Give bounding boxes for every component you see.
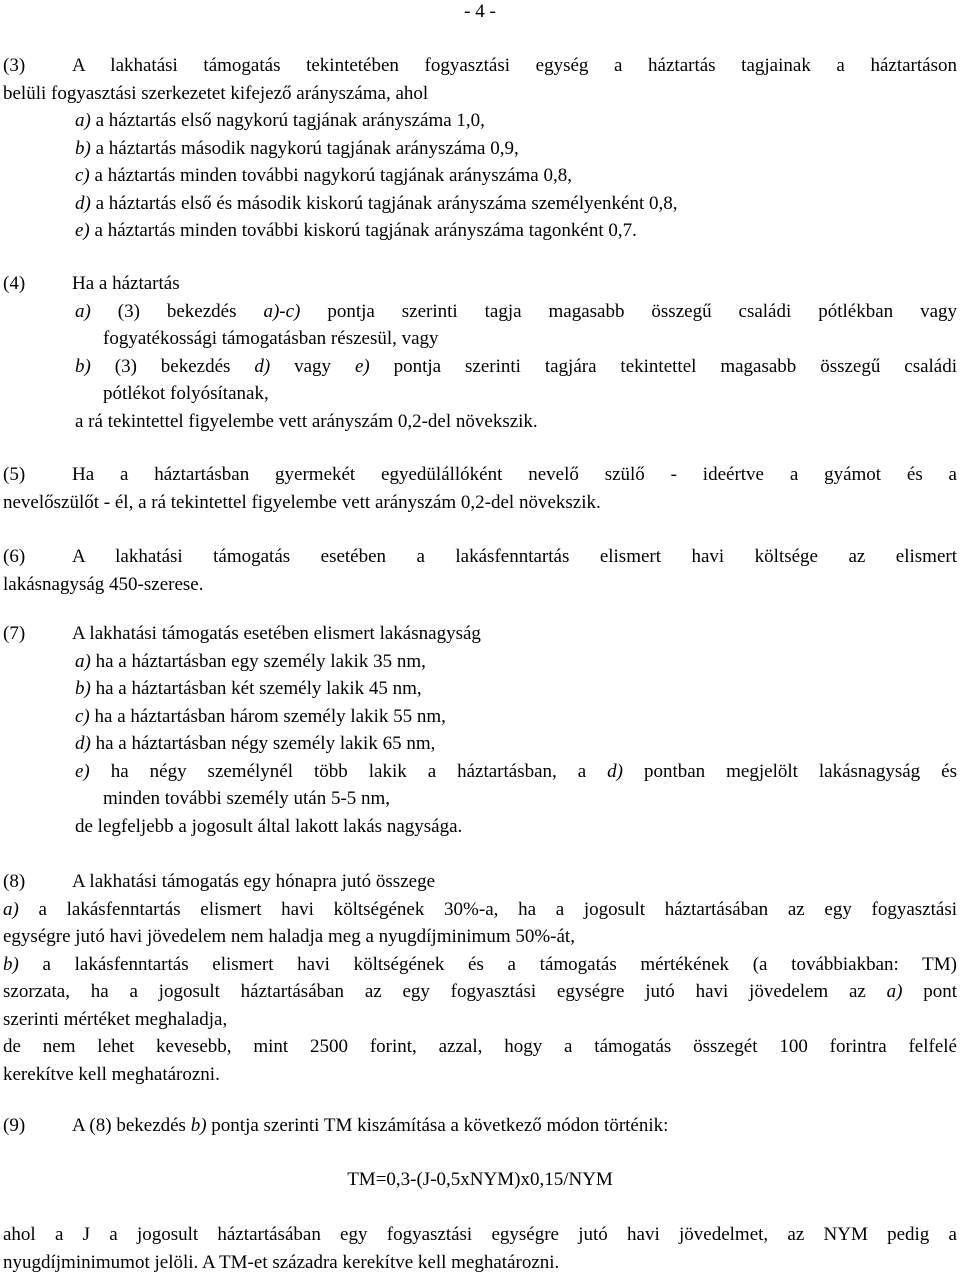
list-item: c) ha a háztartásban három személy lakik 55 nm,	[75, 705, 446, 727]
paragraph-4-line-1: (4) Ha a háztartás	[3, 270, 957, 298]
list-item: e) a háztartás minden további kiskorú tagjának arányszáma tagonként 0,7.	[75, 220, 637, 241]
paragraph-7-closing: de legfeljebb a jogosult által lakott lakás nagysága.	[75, 815, 463, 837]
paragraph-5-line-1: (5) Ha a háztartásban gyermekét egyedülállóként nevelő szülő - ideértve a gyámot és a	[3, 461, 957, 489]
paragraph-8-a-line-2: egységre jutó havi jövedelem nem haladja meg a nyugdíjminimum 50%-át,	[3, 926, 575, 947]
paragraph-5-number: (5)	[3, 464, 26, 485]
paragraph-8-b-line-1: b) a lakásfenntartás elismert havi költségének és a támogatás mértékének (a továbbiakban: TM)	[3, 953, 957, 975]
paragraph-6-number: (6)	[3, 546, 26, 567]
paragraph-6-line-1: (6) A lakhatási támogatás esetében a lakásfenntartás elismert havi költsége az elismert	[3, 543, 957, 571]
paragraph-8-b-line-2: szorzata, ha a jogosult háztartásában az egy fogyasztási egységre jutó havi jövedelem az a) pont	[3, 981, 957, 1002]
list-item: b) (3) bekezdés d) vagy e) pontja szerinti tagjára tekintettel magasabb összegű családi	[75, 355, 958, 377]
paragraph-7	[3, 620, 957, 840]
paragraph-9-line-3: nyugdíjminimumot jelöli. A TM-et századra kerekítve kell meghatározni.	[3, 1251, 560, 1273]
list-item: a) (3) bekezdés a)-c) pontja szerinti tagja magasabb összegű családi pótlékban vagy	[75, 300, 958, 322]
paragraph-8-c-line-2: kerekítve kell meghatározni.	[3, 1063, 220, 1085]
paragraph-8-b-line-3: szerinti mértéket meghaladja,	[3, 1008, 228, 1030]
paragraph-9-explanation	[3, 1221, 957, 1276]
paragraph-6	[3, 543, 957, 598]
paragraph-3-line-1: (3) A lakhatási támogatás tekintetében fogyasztási egység a háztartás tagjainak a háztartáson	[3, 52, 957, 80]
list-item: d) ha a háztartásban négy személy lakik 65 nm,	[75, 733, 436, 754]
page-number: - 4 -	[464, 1, 496, 22]
paragraph-8-c-line-1: de nem lehet kevesebb, mint 2500 forint, azzal, hogy a támogatás összegét 100 forintra felfelé	[3, 1036, 957, 1057]
list-item: c) a háztartás minden további nagykorú tagjának arányszáma 0,8,	[75, 165, 572, 186]
paragraph-9	[3, 1112, 957, 1140]
paragraph-4-closing: a rá tekintettel figyelembe vett arányszám 0,2-del növekszik.	[75, 410, 538, 432]
paragraph-9-line-2: ahol a J a jogosult háztartásában egy fogyasztási egységre jutó havi jövedelmet, az NYM pedig a	[3, 1224, 957, 1245]
paragraph-8-a-line-1: a) a lakásfenntartás elismert havi költségének 30%-a, ha a jogosult háztartásában az egy fogyasztási	[3, 898, 957, 920]
list-item-continuation: minden további személy után 5-5 nm,	[103, 788, 391, 809]
paragraph-8	[3, 868, 957, 1088]
paragraph-5-line-2: nevelőszülőt - él, a rá tekintettel figyelembe vett arányszám 0,2-del növekszik.	[3, 491, 601, 513]
paragraph-3	[3, 52, 957, 245]
list-item: b) ha a háztartásban két személy lakik 45 nm,	[75, 678, 422, 699]
list-item: e) ha négy személynél több lakik a háztartásban, a d) pontban megjelölt lakásnagyság és	[75, 760, 957, 782]
paragraph-3-number: (3)	[3, 55, 26, 76]
paragraph-3-line-2: belüli fogyasztási szerkezetet kifejező arányszáma, ahol	[3, 82, 429, 104]
list-item-continuation: pótlékot folyósítanak,	[103, 383, 269, 404]
list-item: b) a háztartás második nagykorú tagjának arányszáma 0,9,	[75, 137, 519, 159]
paragraph-4-number: (4)	[3, 273, 26, 294]
paragraph-8-line-1: (8) A lakhatási támogatás egy hónapra jutó összege	[3, 868, 957, 896]
paragraph-9-number: (9)	[3, 1115, 26, 1136]
list-item: d) a háztartás első és második kiskorú tagjának arányszáma személyenként 0,8,	[75, 192, 678, 214]
paragraph-7-line-1: (7) A lakhatási támogatás esetében elismert lakásnagyság	[3, 620, 957, 648]
paragraph-9-line-1: (9) A (8) bekezdés b) pontja szerinti TM kiszámítása a következő módon történik:	[3, 1112, 957, 1140]
paragraph-6-line-2: lakásnagyság 450-szerese.	[3, 573, 204, 595]
paragraph-4	[3, 270, 957, 435]
list-item: a) a háztartás első nagykorú tagjának arányszáma 1,0,	[75, 110, 485, 131]
list-item: a) ha a háztartásban egy személy lakik 35 nm,	[75, 650, 426, 672]
paragraph-8-number: (8)	[3, 871, 26, 892]
list-item-continuation: fogyatékossági támogatásban részesül, vagy	[103, 328, 439, 349]
paragraph-7-number: (7)	[3, 623, 26, 644]
formula: TM=0,3-(J-0,5xNYM)x0,15/NYM	[347, 1169, 613, 1190]
paragraph-5	[3, 461, 957, 516]
